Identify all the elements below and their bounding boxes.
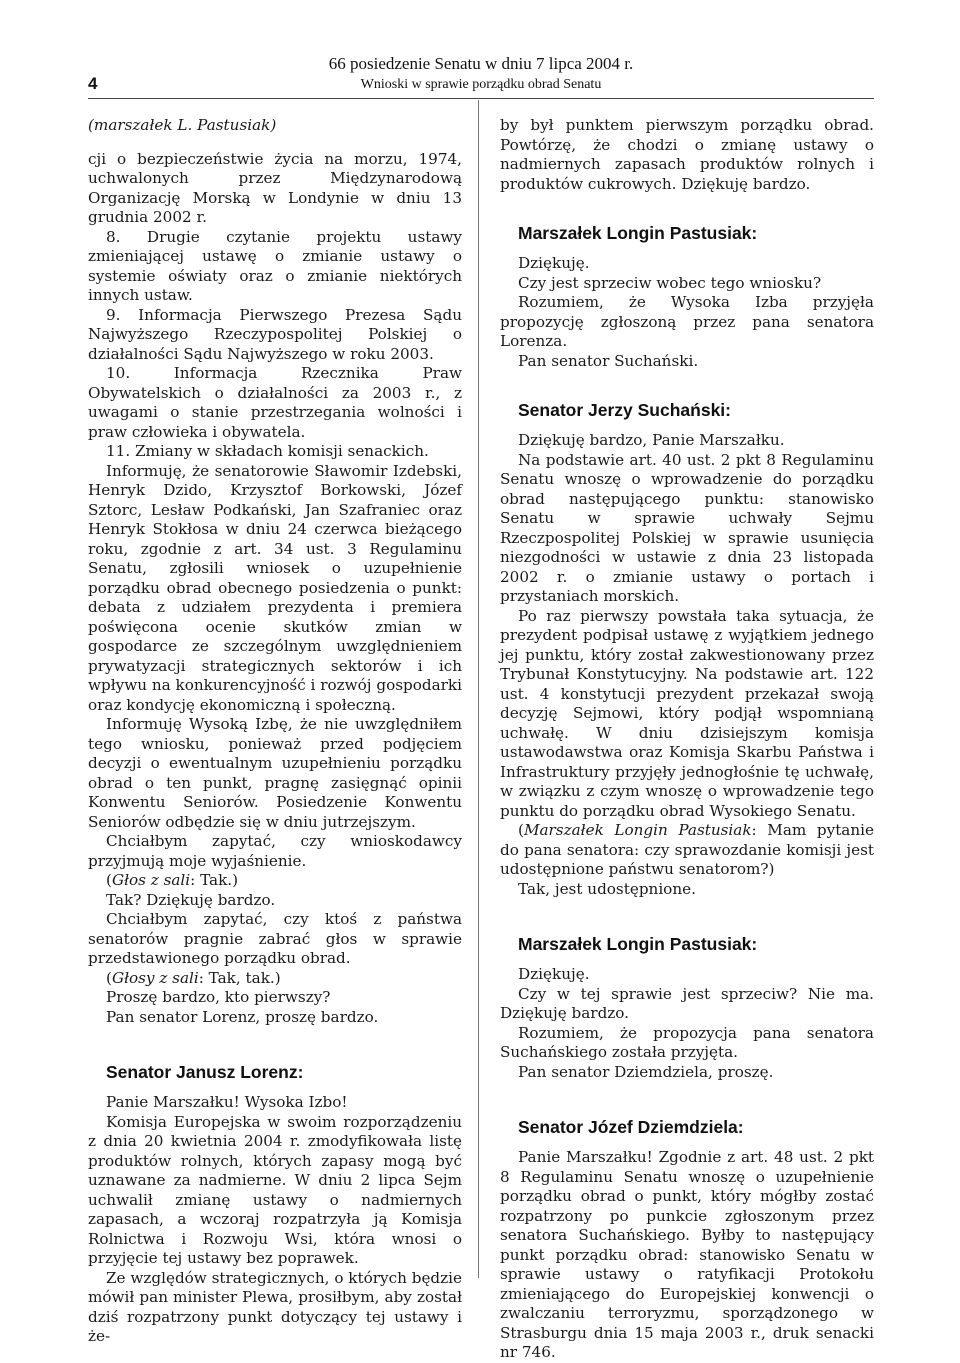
- interjection-label: Marszałek Longin Pastusiak: [523, 821, 752, 839]
- interjection-label: Głos z sali: [111, 871, 191, 889]
- paragraph: Rozumiem, że propozycja pana senatora Suchańskiego została przyjęta.: [500, 1023, 874, 1061]
- interjection-text: : Tak, tak.): [198, 968, 281, 987]
- paragraph: Proszę bardzo, kto pierwszy?: [106, 988, 331, 1006]
- paragraph: Informuję Wysoką Izbę, że nie uwzględniłem tego wniosku, ponieważ przed podjęciem decyzji o ewentualnym uzupełnieniu porządku obrad o ten punkt, pragnę zasięgnąć opinii Konwentu Seniorów. Posiedzenie Konwentu Seniorów odbędzie się w dniu jutrzejszym.: [88, 715, 462, 831]
- interjection-text: : Tak.): [190, 871, 239, 889]
- paragraph: Po raz pierwszy powstała taka sytuacja, że prezydent podpisał ustawę z wyjątkiem jednego jej punktu, który został zakwestionowany przez Trybunał Konstytucyjny. Na podstawie art. 122 ust. 4 konstytucji prezydent przekazał swoją decyzję Sejmowi, który podjął wspomnianą uchwałę. W dniu dzisiejszym komisja ustawodawstwa oraz Komisja Skarbu Państwa i Infrastruktury przyjęły jednogłośnie tę uchwałę, w związku z czym wnoszę o wprowadzenie tego punktu do porządku obrad Wysokiego Senatu.: [500, 606, 874, 820]
- left-column: [88, 116, 462, 1345]
- paragraph: Panie Marszałku! Zgodnie z art. 48 ust. 2 pkt 8 Regulaminu Senatu wnoszę o uzupełnienie porządku obrad o punkt, który mógłby zostać rozpatrzony po punkcie zgłoszonym przez senatora Suchańskiego. Byłby to następujący punkt porządku obrad: stanowisko Senatu w sprawie ustawy o ratyfikacji Protokołu zmieniającego do Europejskiej konwencji o zwalczaniu terroryzmu, sporządzonego w Strasburgu dnia 15 maja 2003 r., druk senacki nr 746.: [500, 1148, 874, 1361]
- paragraph: Pan senator Lorenz, proszę bardzo.: [106, 1007, 379, 1026]
- paragraph: Informuję, że senatorowie Sławomir Izdebski, Henryk Dzido, Krzysztof Borkowski, Józef Sztorc, Lesław Podkański, Jan Szafraniec oraz Henryk Stokłosa w dniu 24 czerwca bieżącego roku, zgodnie z art. 34 ust. 3 Regulaminu Senatu, zgłosili wniosek o uzupełnienie porządku obrad obecnego posiedzenia o punkt: debata z udziałem prezydenta i premiera poświęcona ocenie skutków zmian w gospodarce ze szczególnym uwzględnieniem prywatyzacji strategicznych sektorów i ich wpływu na konkurencyjność i rozwój gospodarki oraz kondycję ekonomiczną i społeczną.: [88, 461, 462, 714]
- paragraph: Tak? Dziękuję bardzo.: [106, 890, 276, 909]
- paragraph: Chciałbym zapytać, czy wnioskodawcy przyjmują moje wyjaśnienie.: [88, 832, 462, 870]
- interjection-open: (: [106, 968, 112, 987]
- paragraph: Dziękuję bardzo, Panie Marszałku.: [518, 431, 785, 449]
- page-number: 4: [88, 74, 98, 93]
- paragraph: Rozumiem, że Wysoka Izba przyjęła propozycję zgłoszoną przez pana senatora Lorenza.: [500, 293, 874, 350]
- paragraph: Czy w tej sprawie jest sprzeciw? Nie ma. Dziękuję bardzo.: [500, 984, 874, 1022]
- interjection-open: (: [106, 871, 112, 889]
- agenda-item-8: 8. Drugie czytanie projektu ustawy zmieniającej ustawę o zmianie ustawy o systemie oświaty oraz o zmianie niektórych innych ustaw.: [88, 227, 462, 304]
- speaker-heading: Senator Józef Dziemdziela:: [518, 1117, 744, 1137]
- column-divider: [478, 100, 479, 1278]
- interjection: [88, 969, 462, 989]
- paragraph: by był punktem pierwszym porządku obrad. Powtórzę, że chodzi o zmianę ustawy o nadmiernych zapasach produktów rolnych i produktów cukrowych. Dziękuję bardzo.: [500, 116, 874, 193]
- paragraph: Na podstawie art. 40 ust. 2 pkt 8 Regulaminu Senatu wnoszę o wprowadzenie do porządku obrad następującego punktu: stanowisko Senatu w sprawie uchwały Sejmu Rzeczpospolitej Polskiej w sprawie usunięcia niezgodności w ustawie z dnia 23 listopada 2002 r. o zmianie ustawy o portach i przystaniach morskich.: [500, 450, 874, 605]
- paragraph: Dziękuję.: [518, 965, 590, 983]
- paragraph: Chciałbym zapytać, czy ktoś z państwa senatorów pragnie zabrać głos w sprawie przedstawionego porządku obrad.: [88, 910, 462, 967]
- agenda-item-10: 10. Informacja Rzecznika Praw Obywatelskich o działalności za 2003 r., z uwagami o stanie przestrzegania wolności i praw człowieka i obywatela.: [88, 364, 462, 441]
- agenda-item-11: 11. Zmiany w składach komisji senackich.: [106, 442, 429, 460]
- paragraph: Tak, jest udostępnione.: [518, 879, 696, 898]
- running-title: 66 posiedzenie Senatu w dniu 7 lipca 2004 r.: [328, 54, 634, 73]
- paragraph: Ze względów strategicznych, o których będzie mówił pan minister Plewa, prosiłbym, aby został dziś rozpatrzony punkt dotyczący tej ustawy i że-: [88, 1268, 462, 1345]
- speaker-heading: Senator Janusz Lorenz:: [106, 1062, 304, 1082]
- paragraph: Panie Marszałku! Wysoka Izbo!: [106, 1093, 348, 1111]
- right-column: [500, 116, 874, 1361]
- speaker-heading: Senator Jerzy Suchański:: [518, 400, 731, 420]
- paragraph: Pan senator Suchański.: [518, 351, 699, 370]
- paragraph: cji o bezpieczeństwie życia na morzu, 1974, uchwalonych przez Międzynarodową Organizację Morską w Londynie w dniu 13 grudnia 2002 r.: [88, 149, 462, 226]
- paragraph: Komisja Europejska w swoim rozporządzeniu z dnia 20 kwietnia 2004 r. zmodyfikowała listę produktów rolnych, których zapasy mogą być uznawane za nadmierne. W dniu 2 lipca Sejm uchwalił zmianę ustawy o nadmiernych zapasach, a wczoraj rozpatrzyła ją Komisja Rolnictwa i Rozwoju Wsi, która wnosi o przyjęcie tej ustawy bez poprawek.: [88, 1112, 462, 1267]
- interjection-open: (: [518, 821, 524, 839]
- interjection: [88, 871, 462, 891]
- speaker-heading: Marszałek Longin Pastusiak:: [518, 934, 758, 954]
- paragraph: Pan senator Dziemdziela, proszę.: [518, 1062, 774, 1081]
- interjection: [500, 821, 874, 880]
- interjection-label: Głosy z sali: [111, 968, 199, 987]
- paragraph: Dziękuję.: [518, 254, 590, 272]
- speaker-heading: Marszałek Longin Pastusiak:: [518, 223, 758, 243]
- page-header: [88, 52, 874, 99]
- interjection-text: : Mam pytanie do pana senatora: czy sprawozdanie komisji jest udostępnione państwu senatorom?): [500, 821, 874, 878]
- paragraph: Czy jest sprzeciw wobec tego wniosku?: [518, 273, 822, 292]
- speaker-continued-label: (marszałek L. Pastusiak): [88, 116, 277, 134]
- agenda-item-9: 9. Informacja Pierwszego Prezesa Sądu Najwyższego Rzeczypospolitej Polskiej o działalności Sądu Najwyższego w roku 2003.: [88, 305, 462, 363]
- running-subtitle: Wnioski w sprawie porządku obrad Senatu: [360, 77, 602, 92]
